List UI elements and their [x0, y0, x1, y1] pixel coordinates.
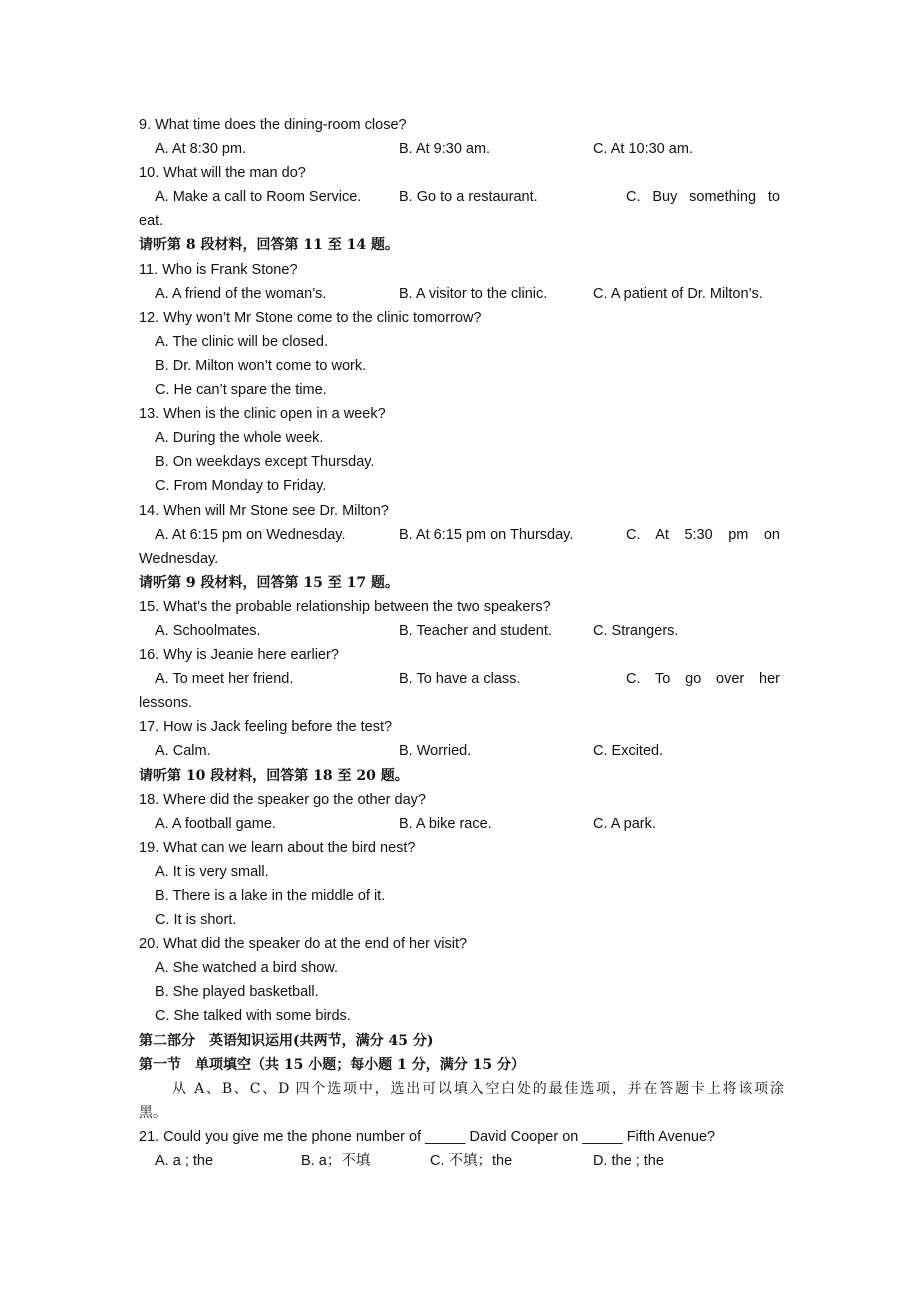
text-line [0, 1029, 920, 1053]
answer-option: B. To have a class. [399, 671, 521, 688]
question-text: 17. How is Jack feeling before the test? [139, 719, 393, 736]
text-line [0, 1149, 920, 1173]
question-text: 16. Why is Jeanie here earlier? [139, 647, 339, 664]
question-text: 11. Who is Frank Stone? [139, 261, 298, 278]
answer-option: C. A patient of Dr. Milton’s. [593, 285, 763, 302]
answer-option: A. Calm. [155, 743, 211, 760]
answer-option: A. At 8:30 pm. [155, 141, 247, 158]
question-text: 12. Why won’t Mr Stone come to the clinic tomorrow? [139, 309, 482, 326]
text-line [0, 209, 920, 233]
answer-option-continuation: lessons. [139, 695, 193, 712]
answer-option: A. It is very small. [155, 863, 269, 880]
instruction-continuation: 黑。 [139, 1104, 167, 1121]
question-text: 19. What can we learn about the bird nest? [139, 839, 416, 856]
text-line [0, 764, 920, 788]
text-line [0, 1053, 920, 1077]
answer-option: A. To meet her friend. [155, 671, 294, 688]
text-line [0, 788, 920, 812]
answer-option: B. Go to a restaurant. [399, 189, 538, 206]
text-line [0, 1004, 920, 1028]
text-line [0, 860, 920, 884]
text-line [0, 547, 920, 571]
question-text: 13. When is the clinic open in a week? [139, 406, 386, 423]
text-line [0, 426, 920, 450]
text-line [0, 715, 920, 739]
answer-option: A. A friend of the woman’s. [155, 285, 327, 302]
text-line [0, 330, 920, 354]
section-header: 请听第 10 段材料，回答第 18 至 20 题。 [139, 767, 409, 784]
text-line [0, 161, 920, 185]
exam-page [0, 113, 920, 1173]
answer-option: A. Make a call to Room Service. [155, 189, 362, 206]
text-line [0, 137, 920, 161]
answer-option: C. To go over her [626, 671, 780, 688]
answer-option: B. At 9:30 am. [399, 141, 491, 158]
answer-option: B. Worried. [399, 743, 472, 760]
text-line [0, 571, 920, 595]
text-line [0, 258, 920, 282]
answer-option: A. Schoolmates. [155, 622, 261, 639]
text-line [0, 812, 920, 836]
answer-option: A. The clinic will be closed. [155, 333, 329, 350]
answer-option: B. A visitor to the clinic. [399, 285, 548, 302]
text-line [0, 450, 920, 474]
text-line [0, 956, 920, 980]
text-line [0, 619, 920, 643]
answer-option: B. On weekdays except Thursday. [155, 454, 375, 471]
answer-option-continuation: Wednesday. [139, 550, 219, 567]
answer-option: A. She watched a bird show. [155, 960, 338, 977]
answer-option: C. At 5:30 pm on [626, 526, 780, 543]
text-line [0, 185, 920, 209]
question-text: 10. What will the man do? [139, 165, 306, 182]
answer-option: D. the ; the [593, 1153, 664, 1170]
answer-option: C. Strangers. [593, 622, 679, 639]
text-line [0, 474, 920, 498]
text-line [0, 378, 920, 402]
answer-option: A. a ; the [155, 1153, 214, 1170]
answer-option: C. She talked with some birds. [155, 1008, 351, 1025]
text-line [0, 354, 920, 378]
answer-option: C. Excited. [593, 743, 664, 760]
text-line [0, 667, 920, 691]
section-header: 请听第 8 段材料，回答第 11 至 14 题。 [139, 237, 399, 254]
text-line [0, 739, 920, 763]
section-header: 请听第 9 段材料，回答第 15 至 17 题。 [139, 574, 399, 591]
text-line [0, 643, 920, 667]
answer-option: B. There is a lake in the middle of it. [155, 888, 386, 904]
text-line [0, 306, 920, 330]
answer-option: C. He can’t spare the time. [155, 382, 327, 399]
text-line [0, 908, 920, 932]
text-line [0, 499, 920, 523]
answer-option: C. At 10:30 am. [593, 141, 693, 158]
text-line [0, 233, 920, 257]
answer-option: A. At 6:15 pm on Wednesday. [155, 526, 346, 543]
question-text: 15. What’s the probable relationship between the two speakers? [139, 598, 551, 615]
text-line [0, 884, 920, 908]
text-line [0, 691, 920, 715]
section-header: 第一节 单项填空（共 15 小题；每小题 1 分，满分 15 分） [139, 1056, 525, 1073]
text-line [0, 113, 920, 137]
question-text: 14. When will Mr Stone see Dr. Milton? [139, 502, 389, 519]
section-header: 第二部分 英语知识运用(共两节，满分 45 分) [139, 1032, 434, 1049]
answer-option: B. a；不填 [301, 1153, 371, 1170]
answer-option: B. Teacher and student. [399, 622, 552, 639]
answer-option: C. A park. [593, 815, 656, 832]
answer-option: A. A football game. [155, 815, 276, 832]
question-text: 18. Where did the speaker go the other day? [139, 791, 426, 808]
answer-option: B. Dr. Milton won’t come to work. [155, 357, 367, 374]
answer-option-continuation: eat. [139, 213, 164, 230]
text-line [0, 932, 920, 956]
text-line [0, 523, 920, 547]
text-line [0, 1077, 920, 1101]
text-line [0, 836, 920, 860]
answer-option: B. At 6:15 pm on Thursday. [399, 526, 574, 543]
text-line [0, 1125, 920, 1149]
question-text: 20. What did the speaker do at the end of her visit? [139, 936, 468, 953]
question-text: 21. Could you give me the phone number of _____ David Cooper on _____ Fifth Avenue? [139, 1128, 716, 1145]
answer-option: C. It is short. [155, 912, 237, 929]
text-line [0, 402, 920, 426]
answer-option: C. Buy something to [626, 189, 780, 206]
answer-option: C. From Monday to Friday. [155, 478, 327, 495]
text-line [0, 282, 920, 306]
text-line [0, 595, 920, 619]
text-line [0, 1101, 920, 1125]
text-line [0, 980, 920, 1004]
instruction-text: 从 A、B、C、D 四个选项中，选出可以填入空白处的最佳选项，并在答题卡上将该项涂 [172, 1080, 784, 1097]
answer-option: B. A bike race. [399, 815, 492, 832]
answer-option: B. She played basketball. [155, 984, 319, 1001]
answer-option: C. 不填；the [430, 1153, 513, 1170]
answer-option: A. During the whole week. [155, 430, 324, 447]
question-text: 9. What time does the dining-room close? [139, 117, 407, 133]
